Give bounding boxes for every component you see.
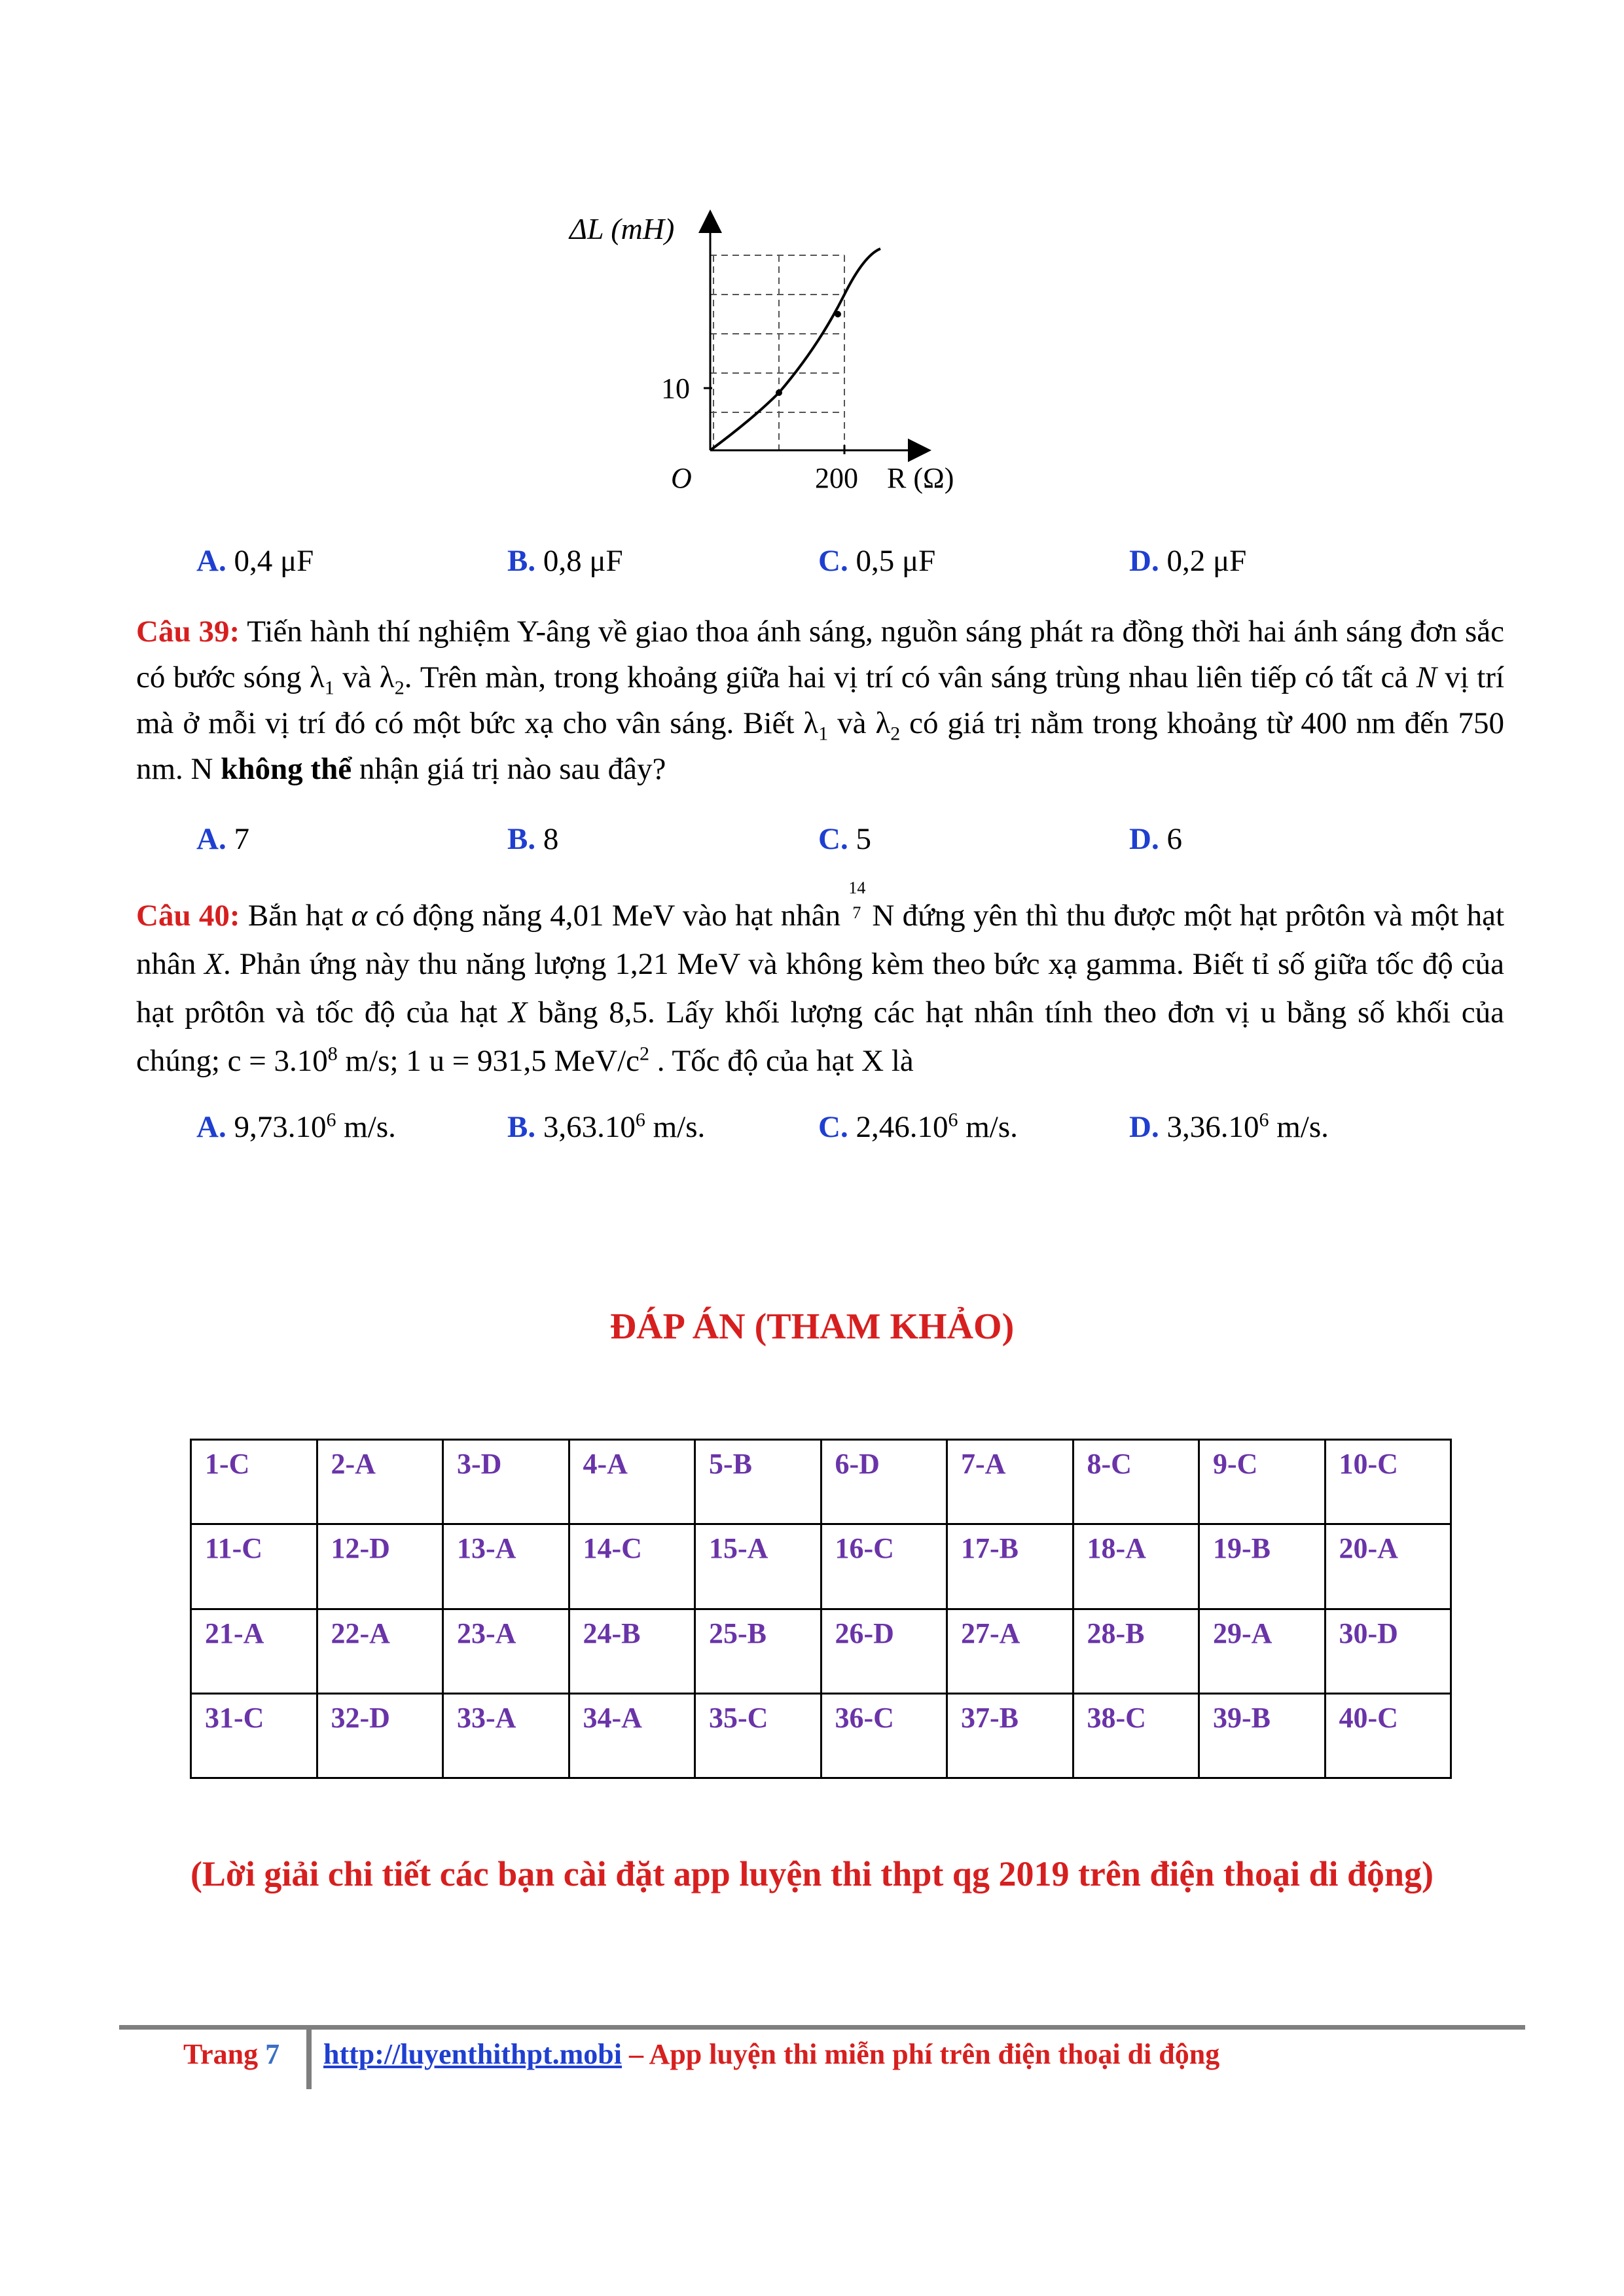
- answer-cell: 38-C: [1073, 1693, 1199, 1778]
- answer-cell: 10-C: [1325, 1440, 1451, 1524]
- answer-cell: 15-A: [695, 1524, 821, 1609]
- answer-cell: 19-B: [1199, 1524, 1326, 1609]
- answer-cell: 7-A: [947, 1440, 1074, 1524]
- answer-cell: 24-B: [569, 1609, 695, 1693]
- q40-option-b[interactable]: B. 3,63.10$^6$ m/s.: [507, 1109, 706, 1144]
- curve: [710, 249, 880, 450]
- answer-cell: 5-B: [695, 1440, 821, 1524]
- question-39: Câu 39: Tiến hành thí nghiệm Y-âng về giao thoa ánh sáng, nguồn sáng phát ra đồng thời hai ánh sáng đơn sắc có bước sóng $\lambda_1$ và $\lambda_2$. Trên màn, trong khoảng giữa hai vị trí có vân sáng trùng nhau liên tiếp có tất cả N vị trí mà ở mỗi vị trí đó có một bức xạ cho vân sáng. Biết $\lambda_1$ và $\lambda_2$ có giá trị nằm trong khoảng từ 400 nm đến 750 nm. N không thể nhận giá trị nào sau đây?: [136, 615, 1505, 786]
- answer-cell: 6-D: [821, 1440, 947, 1524]
- q40-option-d[interactable]: D. 3,36.10$^6$ m/s.: [1129, 1109, 1329, 1144]
- answer-cell: 11-C: [191, 1524, 317, 1609]
- answer-cell: 27-A: [947, 1609, 1074, 1693]
- y-tick-label: 10: [661, 372, 690, 404]
- answer-cell: 40-C: [1325, 1693, 1451, 1778]
- answer-cell: 9-C: [1199, 1440, 1326, 1524]
- answer-cell: 14-C: [569, 1524, 695, 1609]
- footer-page-number: Trang 7: [183, 2038, 280, 2070]
- answer-cell: 21-A: [191, 1609, 317, 1693]
- answer-cell: 13-A: [443, 1524, 569, 1609]
- answer-cell: 34-A: [569, 1693, 695, 1778]
- q40-option-c[interactable]: C. 2,46.10$^6$ m/s.: [818, 1109, 1018, 1144]
- answer-cell: 2-A: [317, 1440, 443, 1524]
- footer-separator: [306, 2029, 312, 2089]
- q40-options: [196, 1104, 1440, 1150]
- question-40: Câu 40: Bắn hạt α có động năng 4,01 MeV vào hạt nhân 14 7 N đứng yên thì thu được một hạt prôtôn và một hạt nhân X. Phản ứng này thu năng lượng 1,21 MeV và không kèm theo bức xạ gamma. Biết tỉ số giữa tốc độ của hạt prôtôn và tốc độ của hạt X bằng 8,5. Lấy khối lượng các hạt nhân tính theo đơn vị u bằng số khối của chúng; $c = 3.10^8$ m/s; 1 u = 931,5 MeV/$c^2$ . Tốc độ của hạt X là: [136, 878, 1505, 1078]
- q38-option-a[interactable]: A. 0,4 μF: [196, 544, 314, 578]
- answer-cell: 4-A: [569, 1440, 695, 1524]
- answer-cell: 35-C: [695, 1693, 821, 1778]
- answer-cell: 36-C: [821, 1693, 947, 1778]
- answer-cell: 31-C: [191, 1693, 317, 1778]
- answer-cell: 22-A: [317, 1609, 443, 1693]
- x-axis-label: R (Ω): [887, 462, 954, 494]
- q39-options: [196, 816, 1440, 862]
- answer-cell: 25-B: [695, 1609, 821, 1693]
- q39-option-d[interactable]: D. 6: [1129, 822, 1182, 856]
- delta-l-vs-r-graph: [563, 203, 982, 504]
- answer-cell: 26-D: [821, 1609, 947, 1693]
- answer-cell: 23-A: [443, 1609, 569, 1693]
- curve-point-2: [835, 311, 841, 317]
- footer-text: http://luyenthithpt.mobi – App luyện thi miễn phí trên điện thoại di động: [323, 2038, 1220, 2070]
- answer-row: [191, 1693, 1451, 1778]
- q38-options: [196, 538, 1440, 584]
- answer-cell: 20-A: [1325, 1524, 1451, 1609]
- answer-cell: 30-D: [1325, 1609, 1451, 1693]
- q38-option-d[interactable]: D. 0,2 μF: [1129, 544, 1247, 578]
- q40-label: Câu 40:: [136, 899, 240, 933]
- answer-cell: 3-D: [443, 1440, 569, 1524]
- q39-option-c[interactable]: C. 5: [818, 822, 871, 856]
- q38-option-c[interactable]: C. 0,5 μF: [818, 544, 936, 578]
- curve-point-1: [776, 389, 782, 396]
- origin-label: O: [671, 462, 692, 494]
- answer-row: [191, 1440, 1451, 1524]
- q38-option-b[interactable]: B. 0,8 μF: [507, 544, 623, 578]
- answer-cell: 32-D: [317, 1693, 443, 1778]
- q39-option-a[interactable]: A. 7: [196, 822, 249, 856]
- answer-cell: 33-A: [443, 1693, 569, 1778]
- answer-row: [191, 1609, 1451, 1693]
- answer-cell: 12-D: [317, 1524, 443, 1609]
- y-axis-label: ΔL (mH): [569, 212, 675, 245]
- answer-cell: 1-C: [191, 1440, 317, 1524]
- answer-cell: 28-B: [1073, 1609, 1199, 1693]
- footer-divider: [119, 2025, 1525, 2030]
- answer-key-table: [190, 1439, 1452, 1779]
- answer-key-title: ĐÁP ÁN (THAM KHẢO): [609, 1306, 1015, 1347]
- q40-option-a[interactable]: A. 9,73.10$^6$ m/s.: [196, 1109, 396, 1144]
- q39-label: Câu 39:: [136, 615, 240, 649]
- q39-option-b[interactable]: B. 8: [507, 822, 559, 856]
- answer-cell: 8-C: [1073, 1440, 1199, 1524]
- answer-cell: 17-B: [947, 1524, 1074, 1609]
- nitrogen-nucleus-notation: 14 7: [848, 878, 866, 922]
- x-tick-label: 200: [815, 462, 858, 494]
- answer-cell: 18-A: [1073, 1524, 1199, 1609]
- answer-cell: 37-B: [947, 1693, 1074, 1778]
- answer-cell: 29-A: [1199, 1609, 1326, 1693]
- footer-link[interactable]: http://luyenthithpt.mobi: [323, 2038, 622, 2070]
- solution-note: (Lời giải chi tiết các bạn cài đặt app luyện thi thpt qg 2019 trên điện thoại di động): [190, 1854, 1434, 1893]
- grid-lines: [710, 255, 844, 450]
- answer-row: [191, 1524, 1451, 1609]
- answer-cell: 16-C: [821, 1524, 947, 1609]
- answer-cell: 39-B: [1199, 1693, 1326, 1778]
